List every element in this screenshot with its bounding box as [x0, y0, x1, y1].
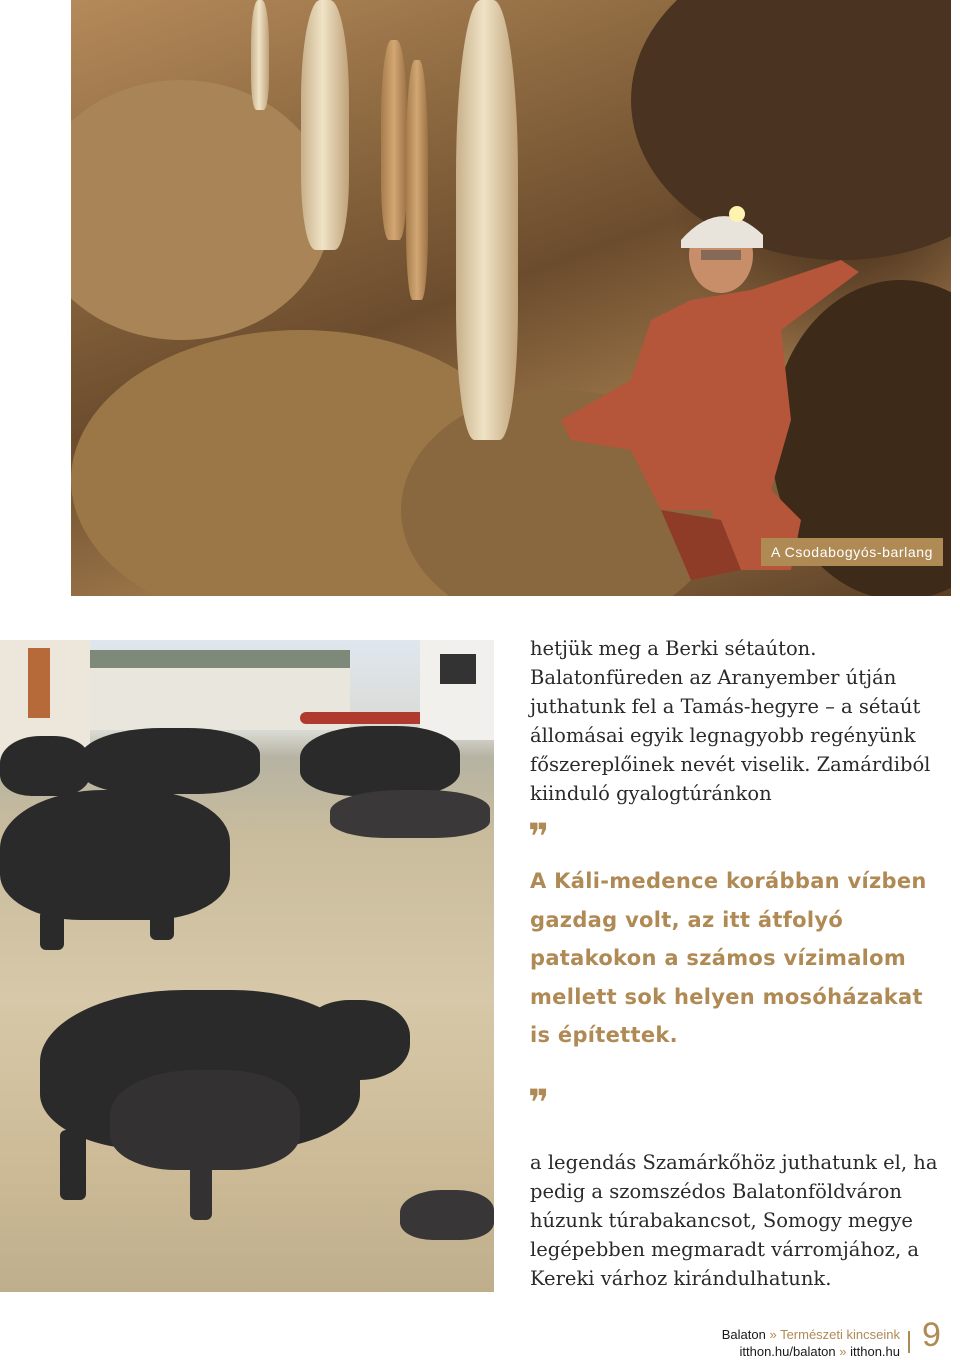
footer-section: Természeti kincseink: [780, 1327, 900, 1342]
stalactite: [406, 60, 428, 300]
body-paragraph-1: hetjük meg a Berki sétaúton. Balatonfüreden az Aranyember útján juthatunk fel a Tamás-hegyre – a sétaút állomásai egyik legnagyobb regényünk főszereplőinek nevét viselik. Zamárdiból kiinduló gyalogtúránkon: [530, 637, 931, 805]
footer-url-1[interactable]: itthon.hu/balaton: [739, 1344, 836, 1359]
buffalo: [300, 726, 460, 796]
roof: [90, 650, 350, 668]
stalactite: [301, 0, 349, 250]
footer-url-2[interactable]: itthon.hu: [850, 1344, 900, 1359]
buffalo: [330, 790, 490, 838]
quote-mark-icon: ❞: [528, 817, 550, 858]
window: [440, 654, 476, 684]
photo-caption: A Csodabogyós-barlang: [761, 538, 943, 566]
buffalo: [80, 728, 260, 794]
footer-separator: »: [769, 1327, 777, 1342]
footer-brand: Balaton: [721, 1327, 766, 1342]
footer-divider: [908, 1331, 910, 1353]
red-cart: [300, 712, 430, 724]
page-footer: [690, 1326, 900, 1360]
buffalo-leg: [40, 910, 64, 950]
stalactite: [381, 40, 407, 240]
building-door: [28, 648, 50, 718]
stalactite: [251, 0, 269, 110]
buffalo-leg: [60, 1130, 86, 1200]
stalagmite-column: [456, 0, 518, 440]
cave-photo: [71, 0, 951, 596]
caver-figure: [541, 190, 901, 590]
page-number: 9: [922, 1316, 941, 1354]
footer-separator: »: [839, 1344, 847, 1359]
buffalo: [400, 1190, 494, 1240]
quote-mark-icon: ❞: [528, 1083, 550, 1124]
buffalo-leg: [150, 900, 174, 940]
buffalo-calf: [110, 1070, 300, 1170]
buffalo: [0, 736, 90, 796]
buffalo-leg: [190, 1160, 212, 1220]
footer-line-1: [690, 1326, 900, 1343]
footer-line-2: [690, 1343, 900, 1360]
buffalo-head: [300, 1000, 410, 1080]
pull-quote: A Káli-medence korábban vízben gazdag volt, az itt átfolyó patakokon a számos vízimalom mellett sok helyen mosóházakat is építettek.: [530, 869, 927, 1047]
buffalo: [0, 790, 230, 920]
rock-shape: [71, 80, 331, 340]
buffalo-photo: [0, 640, 494, 1292]
body-paragraph-2: a legendás Szamárkőhöz juthatunk el, ha pedig a szomszédos Balatonföldváron húzunk túrabakancsot, Somogy megye legépebben megmaradt várromjához, a Kereki várhoz kirándulhatunk.: [530, 1151, 938, 1290]
